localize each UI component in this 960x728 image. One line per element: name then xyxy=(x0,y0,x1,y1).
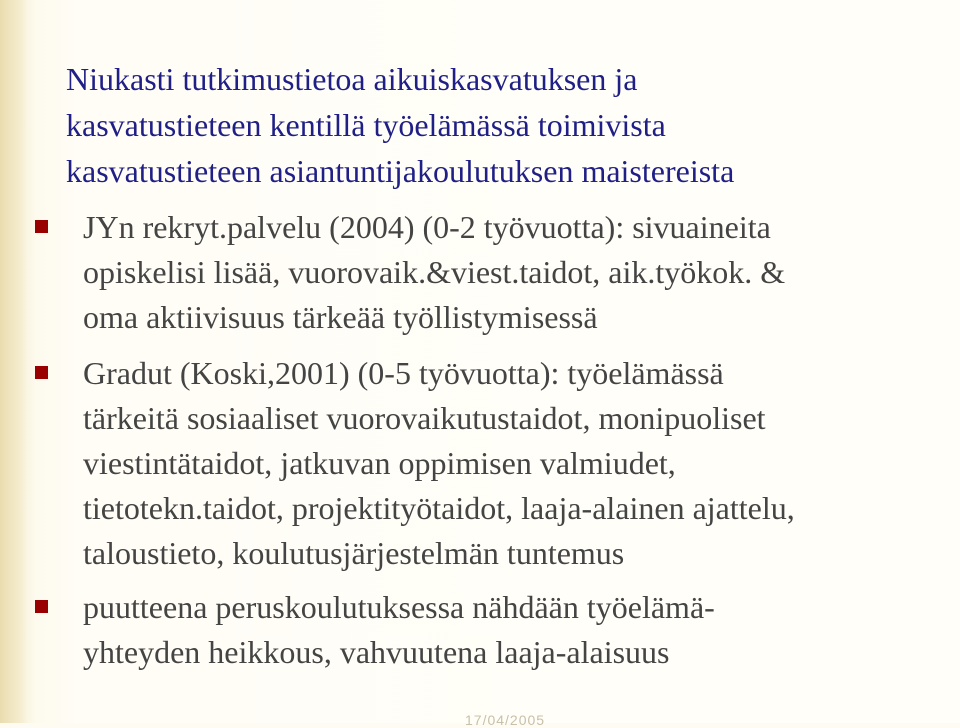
bullet-item-jyn-rekry xyxy=(35,205,945,340)
bullet-text-line: Gradut (Koski,2001) (0-5 työvuotta): työelämässä xyxy=(83,355,724,391)
bullet-text-line: JYn rekryt.palvelu (2004) (0-2 työvuotta): sivuaineita xyxy=(83,209,771,245)
bullet-text-line: viestintätaidot, jatkuvan oppimisen valmiudet, xyxy=(83,445,676,481)
bullet-item-puutteena xyxy=(35,585,945,675)
square-bullet-icon xyxy=(35,220,48,233)
square-bullet-icon xyxy=(35,366,48,379)
square-bullet-icon xyxy=(35,600,48,613)
slide-footer-date: 17/04/2005 xyxy=(465,712,546,728)
title-line: kasvatustieteen kentillä työelämässä toimivista xyxy=(66,107,666,143)
title-line: Niukasti tutkimustietoa aikuiskasvatuksen ja xyxy=(66,61,638,97)
bullet-text-line: taloustieto, koulutusjärjestelmän tuntemus xyxy=(83,535,625,571)
bullet-text-line: tietotekn.taidot, projektityötaidot, laaja-alainen ajattelu, xyxy=(83,490,795,526)
bullet-text-line: puutteena peruskoulutuksessa nähdään työelämä- xyxy=(83,589,715,625)
bullet-text-line: yhteyden heikkous, vahvuutena laaja-alaisuus xyxy=(83,634,670,670)
bullet-text-line: oma aktiivisuus tärkeää työllistymisessä xyxy=(83,299,598,335)
bullet-text-line: tärkeitä sosiaaliset vuorovaikutustaidot, monipuoliset xyxy=(83,400,766,436)
bullet-item-gradut xyxy=(35,351,945,576)
bullet-list xyxy=(35,205,945,675)
bullet-text-line: opiskelisi lisää, vuorovaik.&viest.taidot, aik.työkok. & xyxy=(83,254,786,290)
title-line: kasvatustieteen asiantuntijakoulutuksen maistereista xyxy=(66,153,735,189)
slide-title xyxy=(66,56,946,194)
left-decorative-band xyxy=(0,0,28,723)
